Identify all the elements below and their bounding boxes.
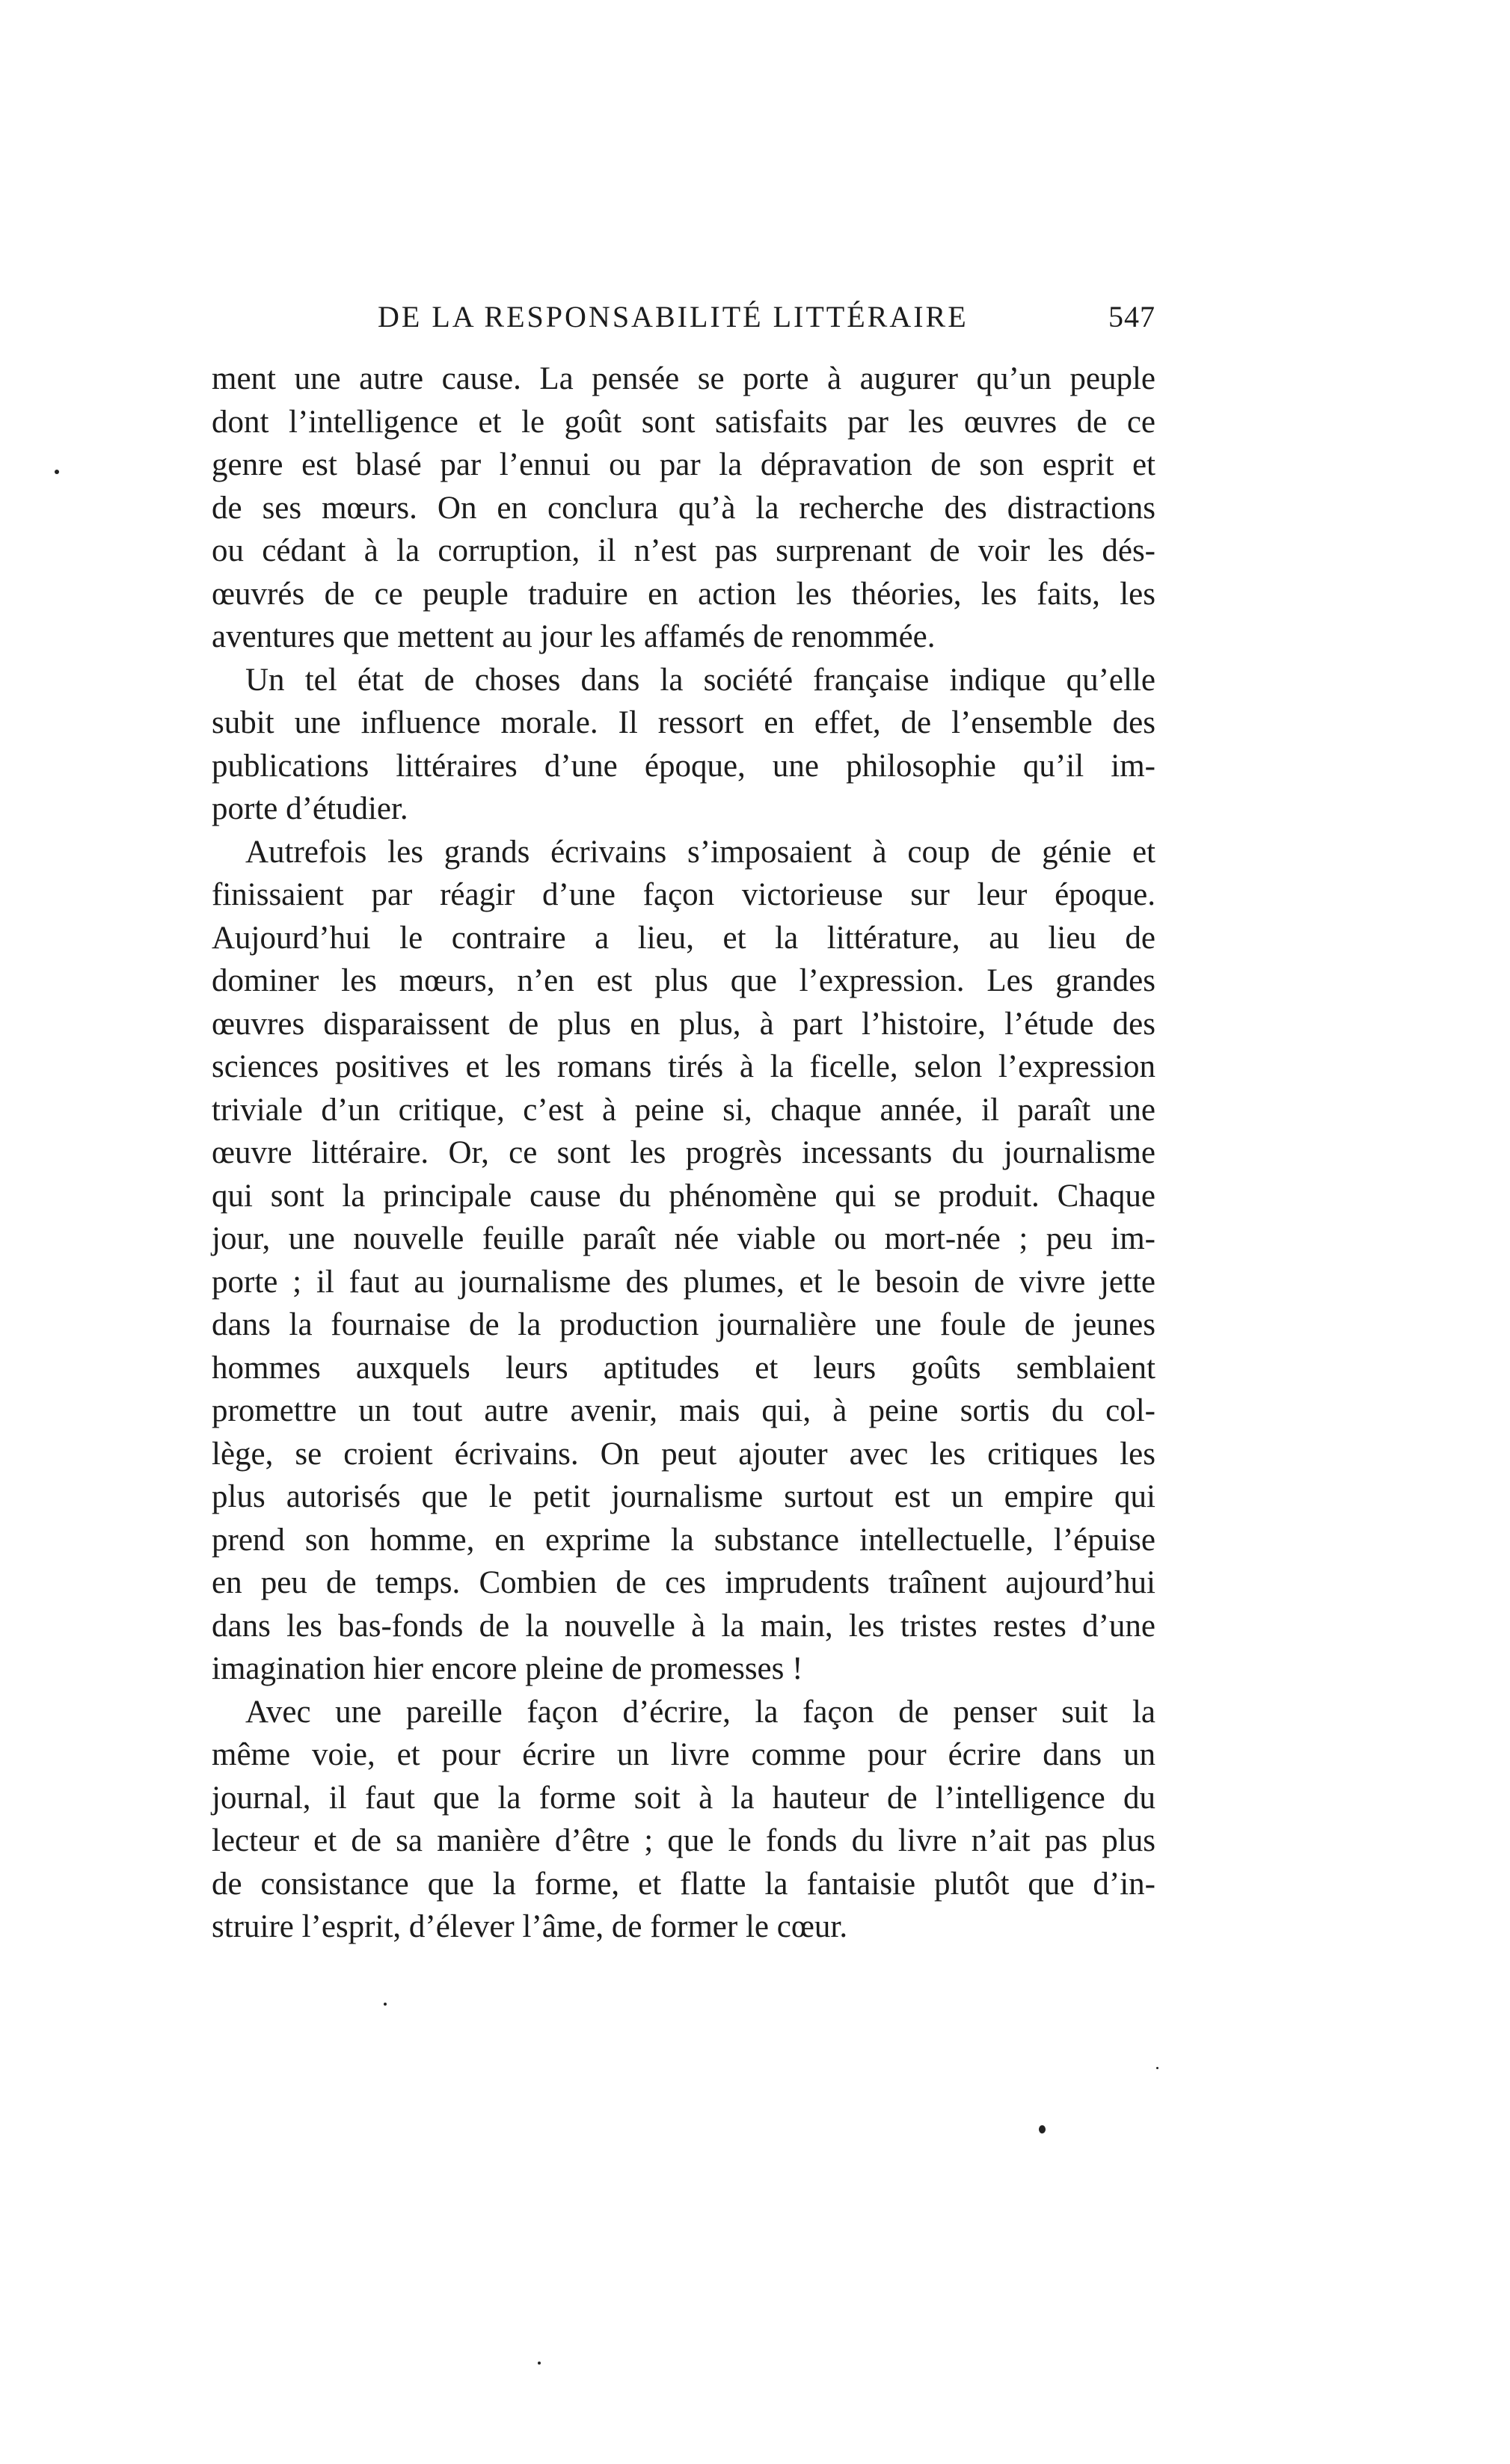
text-line: prend son homme, en exprime la substance intellectuelle, l’épuise — [212, 1522, 1155, 1558]
text-line: de consistance que la forme, et flatte la fantaisie plutôt que d’in- — [212, 1866, 1155, 1902]
scan-speck — [55, 470, 59, 474]
text-line: porte ; il faut au journalisme des plumes, et le besoin de vivre jette — [212, 1264, 1155, 1300]
text-line: même voie, et pour écrire un livre comme pour écrire dans un — [212, 1737, 1155, 1772]
text-line: publications littéraires d’une époque, une philosophie qu’il im- — [212, 748, 1155, 784]
scan-speck — [538, 2362, 541, 2365]
page-number: 547 — [1108, 300, 1155, 334]
text-line: œuvre littéraire. Or, ce sont les progrès incessants du journalisme — [212, 1135, 1155, 1170]
text-line: œuvrés de ce peuple traduire en action les théories, les faits, les — [212, 576, 1155, 612]
text-line: porte d’étudier. — [212, 791, 408, 826]
text-line: qui sont la principale cause du phénomène qui se produit. Chaque — [212, 1178, 1155, 1214]
text-line: subit une influence morale. Il ressort en effet, de l’ensemble des — [212, 705, 1155, 740]
text-line: Autrefois les grands écrivains s’imposaient à coup de génie et — [245, 834, 1155, 870]
scan-speck — [1039, 2125, 1046, 2133]
scan-speck — [384, 2003, 387, 2006]
text-line: lège, se croient écrivains. On peut ajouter avec les critiques les — [212, 1436, 1155, 1472]
text-line: ment une autre cause. La pensée se porte à augurer qu’un peuple — [212, 361, 1155, 396]
text-line: lecteur et de sa manière d’être ; que le fonds du livre n’ait pas plus — [212, 1823, 1155, 1858]
text-line: dans les bas-fonds de la nouvelle à la main, les tristes restes d’une — [212, 1608, 1155, 1644]
text-line: dominer les mœurs, n’en est plus que l’expression. Les grandes — [212, 963, 1155, 998]
text-line: Aujourd’hui le contraire a lieu, et la littérature, au lieu de — [212, 920, 1155, 956]
running-title: DE LA RESPONSABILITÉ LITTÉRAIRE — [378, 300, 969, 334]
running-head — [212, 299, 1155, 344]
text-line: Avec une pareille façon d’écrire, la façon de penser suit la — [245, 1694, 1155, 1730]
text-line: jour, une nouvelle feuille paraît née viable ou mort-née ; peu im- — [212, 1221, 1155, 1256]
text-line: genre est blasé par l’ennui ou par la dépravation de son esprit et — [212, 447, 1155, 482]
text-line: finissaient par réagir d’une façon victorieuse sur leur époque. — [212, 877, 1155, 912]
text-line: dans la fournaise de la production journalière une foule de jeunes — [212, 1307, 1155, 1342]
text-line: ou cédant à la corruption, il n’est pas surprenant de voir les dés- — [212, 533, 1155, 568]
text-line: Un tel état de choses dans la société française indique qu’elle — [245, 662, 1155, 698]
text-line: imagination hier encore pleine de promesses ! — [212, 1651, 803, 1686]
scan-speck — [1156, 2067, 1158, 2069]
text-line: hommes auxquels leurs aptitudes et leurs goûts semblaient — [212, 1350, 1155, 1386]
text-line: en peu de temps. Combien de ces imprudents traînent aujourd’hui — [212, 1565, 1155, 1600]
text-line: struire l’esprit, d’élever l’âme, de former le cœur. — [212, 1909, 848, 1944]
text-line: œuvres disparaissent de plus en plus, à part l’histoire, l’étude des — [212, 1006, 1155, 1042]
text-line: journal, il faut que la forme soit à la hauteur de l’intelligence du — [212, 1780, 1155, 1816]
text-line: plus autorisés que le petit journalisme surtout est un empire qui — [212, 1479, 1155, 1514]
text-line: sciences positives et les romans tirés à la ficelle, selon l’expression — [212, 1049, 1155, 1084]
text-line: dont l’intelligence et le goût sont satisfaits par les œuvres de ce — [212, 404, 1155, 440]
body-text — [212, 357, 1155, 1949]
text-line: aventures que mettent au jour les affamés de renommée. — [212, 619, 936, 654]
text-line: de ses mœurs. On en conclura qu’à la recherche des distractions — [212, 490, 1155, 526]
text-line: triviale d’un critique, c’est à peine si, chaque année, il paraît une — [212, 1092, 1155, 1128]
text-line: promettre un tout autre avenir, mais qui, à peine sortis du col- — [212, 1393, 1155, 1428]
